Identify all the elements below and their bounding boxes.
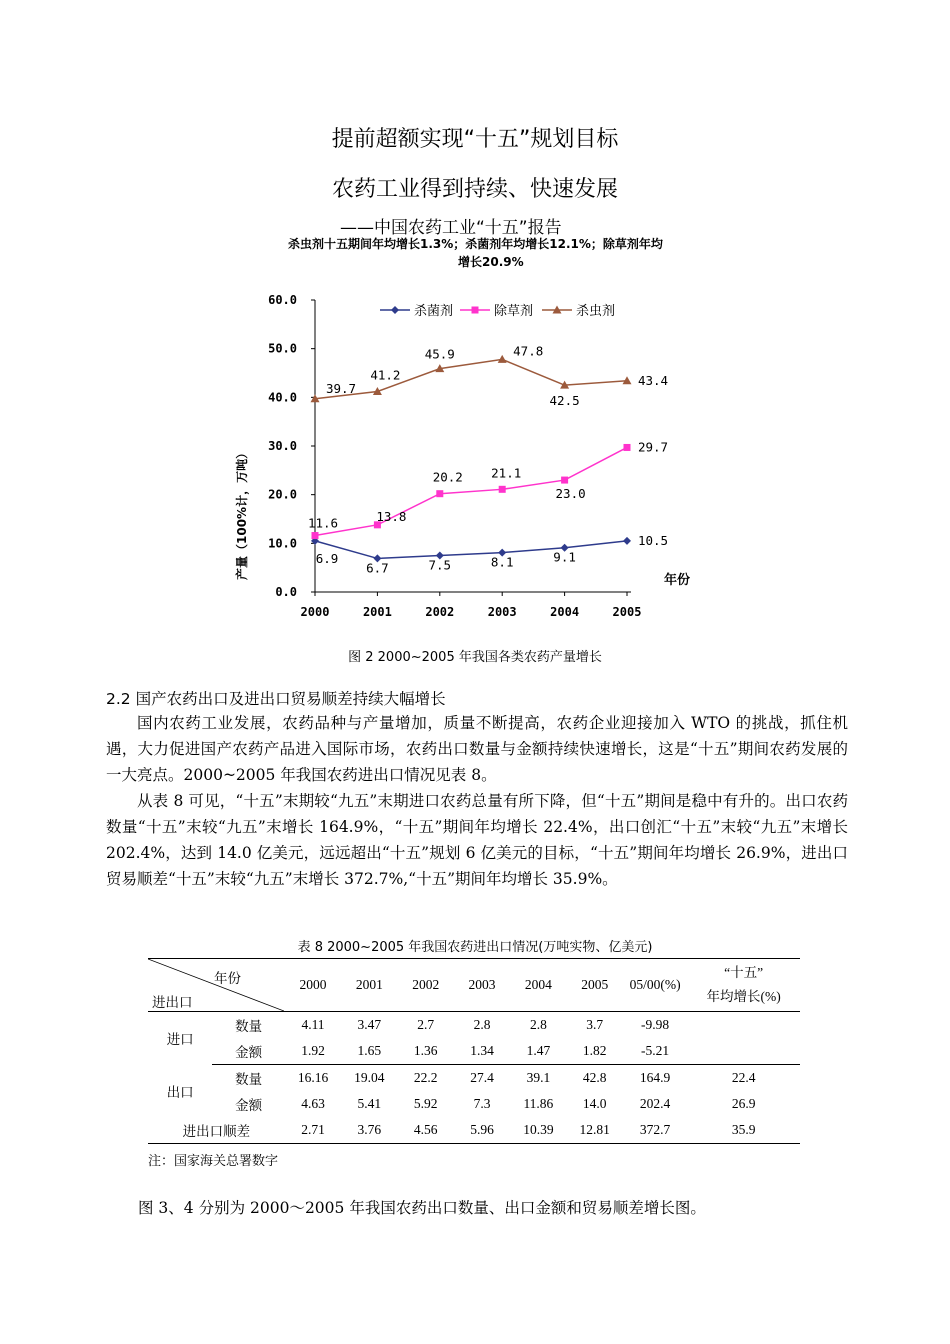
data-label: 42.5 bbox=[549, 393, 580, 409]
corner-trade-label: 进出口 bbox=[152, 995, 193, 1010]
y-tick-label: 40.0 bbox=[268, 390, 297, 405]
cell: 11.86 bbox=[523, 1096, 554, 1111]
report-subtitle: ——中国农药工业“十五”报告 bbox=[340, 218, 562, 238]
table-row bbox=[148, 1117, 800, 1144]
cell: 3.47 bbox=[357, 1017, 382, 1032]
import-label: 进口 bbox=[166, 1032, 194, 1048]
growth-header-line-2: 年均增长(%) bbox=[706, 989, 781, 1004]
section-heading: 2.2 国产农药出口及进出口贸易顺差持续大幅增长 bbox=[106, 690, 446, 708]
quantity-label: 数量 bbox=[235, 1019, 263, 1034]
cell: 372.7 bbox=[623, 1117, 687, 1144]
data-label: 11.6 bbox=[307, 515, 339, 531]
series-line-杀菌剂 bbox=[315, 541, 627, 559]
cell: 42.8 bbox=[582, 1070, 607, 1085]
x-tick-label: 2004 bbox=[550, 605, 580, 619]
cell: 22.4 bbox=[731, 1070, 756, 1085]
x-tick-label: 2001 bbox=[362, 605, 392, 619]
cell: 27.4 bbox=[470, 1070, 494, 1085]
data-point-square bbox=[472, 307, 479, 314]
data-point-diamond bbox=[391, 306, 399, 314]
year-header: 2005 bbox=[567, 959, 623, 1012]
cell: 10.39 bbox=[510, 1117, 566, 1144]
cell: 22.2 bbox=[413, 1070, 438, 1085]
cell: 164.9 bbox=[639, 1070, 671, 1085]
x-tick-label: 2000 bbox=[300, 605, 330, 619]
cell: 19.04 bbox=[354, 1070, 385, 1085]
growth-header bbox=[687, 959, 800, 1012]
cell: 5.92 bbox=[413, 1096, 438, 1111]
amount-label: 金额 bbox=[235, 1098, 263, 1113]
data-point-square bbox=[624, 444, 631, 451]
year-header: 2000 bbox=[285, 959, 341, 1012]
x-tick-label: 2002 bbox=[425, 605, 455, 619]
paragraph-2: 从表 8 可见，“十五”末期较“九五”末期进口农药总量有所下降，但“十五”期间是稳中有升的。出口农药数量“十五”末较“九五”末增长 164.9%，“十五”期间年均增长 22.4%，出口创汇“十五”末较“九五”末增长 202.4%，达到 14.0 亿美元，远远超出“十五”规划 6 亿美元的目标，“十五”期间年均增长 26.9%，进出口贸易顺差“十五”末较“九五”末增长 372.7%,“十五”期间年均增长 35.9%。 bbox=[106, 792, 848, 888]
balance-label: 进出口顺差 bbox=[148, 1117, 285, 1144]
data-point-square bbox=[499, 486, 506, 493]
cell: 4.63 bbox=[301, 1096, 325, 1111]
data-label: 6.7 bbox=[366, 560, 389, 576]
y-tick-label: 60.0 bbox=[268, 293, 297, 307]
data-point-square bbox=[561, 477, 568, 484]
figure-caption: 图 2 2000~2005 年我国各类农药产量增长 bbox=[348, 650, 602, 665]
year-header: 2002 bbox=[398, 959, 454, 1012]
closing-paragraph: 图 3、4 分别为 2000～2005 年我国农药出口数量、出口金额和贸易顺差增长图。 bbox=[138, 1199, 706, 1217]
cell: 4.11 bbox=[301, 1017, 325, 1032]
x-tick-label: 2003 bbox=[487, 605, 517, 619]
y-tick-label: 0.0 bbox=[275, 585, 297, 599]
data-label: 13.8 bbox=[376, 508, 407, 524]
corner-header bbox=[148, 959, 285, 1012]
cell: 12.81 bbox=[567, 1117, 623, 1144]
export-label: 出口 bbox=[166, 1084, 194, 1100]
chart-y-axis-label: 产量（100%计，万吨） bbox=[235, 446, 249, 580]
cell bbox=[687, 1038, 800, 1065]
data-label: 20.2 bbox=[432, 469, 463, 485]
chart-plot-area bbox=[268, 293, 668, 619]
cell: 16.16 bbox=[297, 1070, 329, 1085]
cell: 39.1 bbox=[526, 1070, 551, 1085]
cell: 1.34 bbox=[454, 1038, 510, 1065]
production-line-chart bbox=[220, 230, 700, 630]
data-label: 21.1 bbox=[491, 465, 522, 481]
cell: 5.41 bbox=[357, 1096, 382, 1111]
year-header: 2004 bbox=[510, 959, 566, 1012]
y-tick-label: 20.0 bbox=[268, 487, 297, 502]
data-label: 41.2 bbox=[370, 367, 401, 383]
legend-label: 杀菌剂 bbox=[414, 304, 454, 319]
cell: -5.21 bbox=[623, 1038, 687, 1065]
data-point-square bbox=[436, 490, 443, 497]
cell: 14.0 bbox=[582, 1096, 607, 1111]
data-point-diamond bbox=[623, 537, 631, 545]
data-label: 8.1 bbox=[490, 554, 514, 570]
chart-x-axis-label: 年份 bbox=[664, 573, 691, 588]
cell: 2.7 bbox=[417, 1017, 435, 1032]
data-label: 23.0 bbox=[555, 486, 586, 502]
table-row bbox=[148, 1091, 800, 1117]
cell: 202.4 bbox=[639, 1096, 671, 1111]
data-label: 29.7 bbox=[637, 439, 669, 455]
cell: 2.8 bbox=[473, 1017, 491, 1032]
chart-title-line-1: 杀虫剂十五期间年均增长1.3%；杀菌剂年均增长12.1%；除草剂年均 bbox=[288, 237, 663, 251]
corner-year-label: 年份 bbox=[214, 971, 241, 986]
cell: 5.96 bbox=[454, 1117, 510, 1144]
cell: 3.76 bbox=[341, 1117, 397, 1144]
cell: 1.82 bbox=[567, 1038, 623, 1065]
x-tick-label: 2005 bbox=[612, 605, 642, 619]
cell: -9.98 bbox=[641, 1017, 670, 1032]
cell: 1.47 bbox=[510, 1038, 566, 1065]
data-label: 39.7 bbox=[325, 380, 357, 396]
legend-label: 除草剂 bbox=[494, 304, 534, 319]
legend-label: 杀虫剂 bbox=[576, 304, 616, 319]
data-label: 6.9 bbox=[315, 550, 339, 566]
ratio-header: 05/00(%) bbox=[623, 959, 687, 1012]
cell: 1.92 bbox=[285, 1038, 341, 1065]
quantity-label: 数量 bbox=[235, 1072, 263, 1087]
table-row bbox=[148, 1038, 800, 1065]
table-note: 注：国家海关总署数字 bbox=[148, 1154, 279, 1169]
data-label: 9.1 bbox=[553, 549, 576, 565]
data-label: 10.5 bbox=[637, 532, 669, 548]
paragraph-1: 国内农药工业发展，农药品种与产量增加，质量不断提高，农药企业迎接加入 WTO 的挑战，抓住机遇，大力促进国产农药产品进入国际市场，农药出口数量与金额持续快速增长，这是“十五”期间农药发展的一大亮点。2000~2005 年我国农药进出口情况见表 8。 bbox=[106, 714, 848, 784]
title-line-1: 提前超额实现“十五”规划目标 bbox=[331, 127, 619, 152]
table-row bbox=[148, 1065, 800, 1092]
cell: 2.71 bbox=[285, 1117, 341, 1144]
data-label: 7.5 bbox=[428, 557, 452, 573]
data-label: 47.8 bbox=[513, 343, 544, 359]
data-label: 45.9 bbox=[424, 346, 455, 362]
year-header: 2001 bbox=[341, 959, 397, 1012]
y-tick-label: 30.0 bbox=[268, 439, 297, 453]
cell: 3.7 bbox=[586, 1017, 604, 1032]
data-point-square bbox=[312, 532, 319, 539]
growth-header-line-1: “十五” bbox=[724, 965, 764, 980]
amount-label: 金额 bbox=[212, 1038, 284, 1065]
year-header: 2003 bbox=[454, 959, 510, 1012]
cell: 2.8 bbox=[529, 1017, 547, 1032]
cell: 1.65 bbox=[341, 1038, 397, 1065]
data-point-triangle bbox=[498, 355, 507, 363]
cell: 1.36 bbox=[398, 1038, 454, 1065]
chart-title-line-2: 增长20.9% bbox=[458, 255, 524, 269]
cell bbox=[687, 1012, 800, 1039]
series-line-杀虫剂 bbox=[315, 359, 627, 398]
table-row bbox=[148, 1012, 800, 1039]
data-label: 43.4 bbox=[637, 372, 669, 388]
cell: 35.9 bbox=[687, 1117, 800, 1144]
y-tick-label: 10.0 bbox=[268, 536, 297, 551]
cell: 26.9 bbox=[731, 1096, 756, 1111]
table-header-row bbox=[148, 959, 800, 1012]
cell: 4.56 bbox=[398, 1117, 454, 1144]
table-title: 表 8 2000~2005 年我国农药进出口情况(万吨实物、亿美元) bbox=[297, 940, 653, 955]
y-tick-label: 50.0 bbox=[268, 341, 297, 356]
title-line-2: 农药工业得到持续、快速发展 bbox=[331, 177, 618, 202]
cell: 7.3 bbox=[473, 1096, 491, 1111]
import-export-table bbox=[148, 958, 800, 1144]
